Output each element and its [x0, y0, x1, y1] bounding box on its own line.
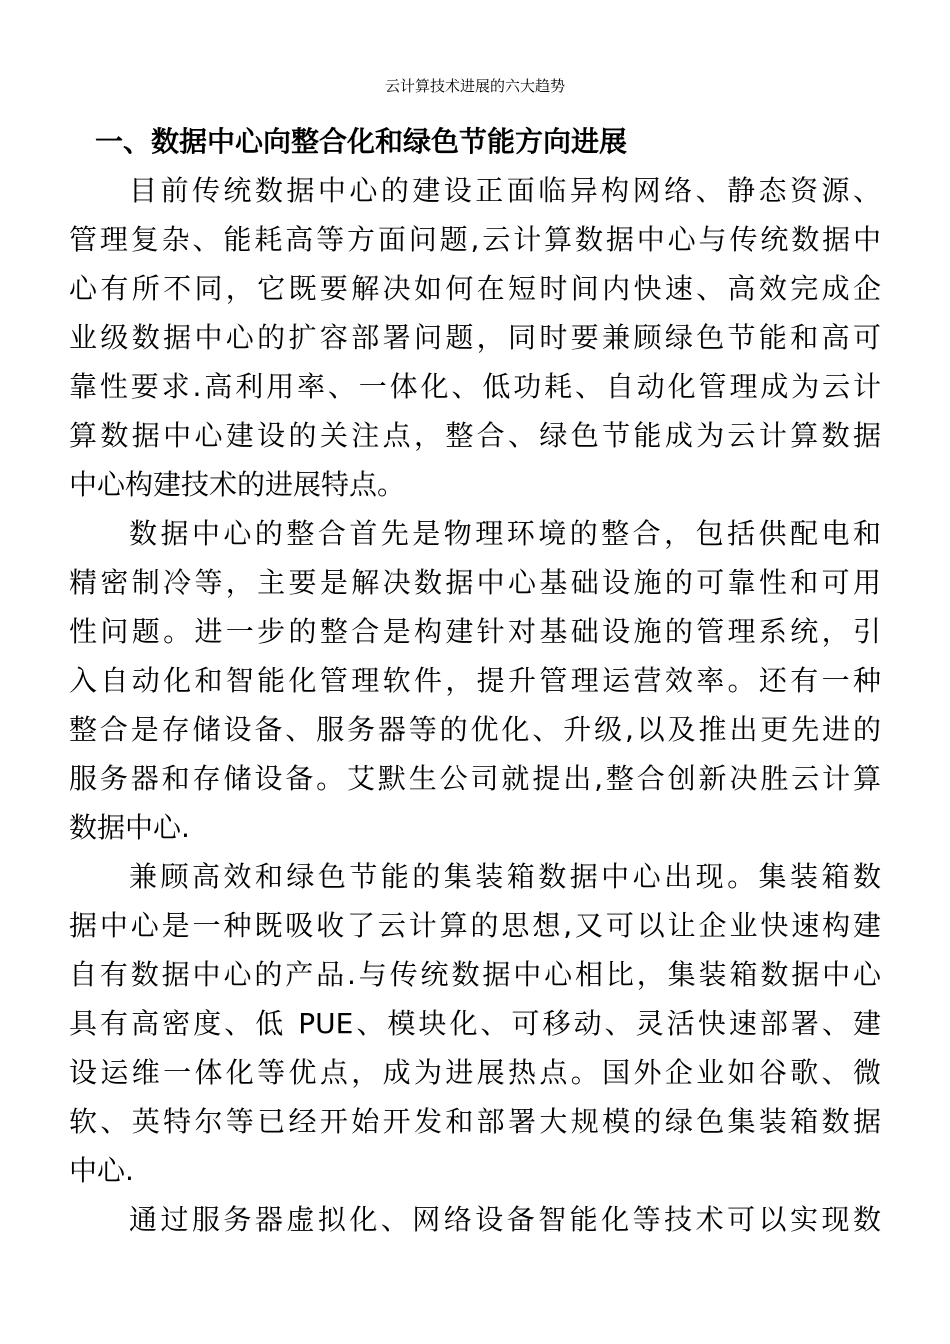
paragraph-line: 通过服务器虚拟化、网络设备智能化等技术可以实现数 — [129, 1203, 881, 1236]
paragraph-line: 整合是存储设备、服务器等的优化、升级,以及推出更先进的 — [69, 713, 881, 746]
paragraph-line: 心有所不同，它既要解决如何在短时间内快速、高效完成企 — [69, 272, 881, 305]
paragraph-line: 精密制冷等，主要是解决数据中心基础设施的可靠性和可用 — [69, 566, 881, 599]
section-heading: 一、数据中心向整合化和绿色节能方向进展 — [95, 125, 628, 158]
paragraph-line: 性问题。进一步的整合是构建针对基础设施的管理系统，引 — [69, 615, 881, 648]
document-title: 云计算技术进展的六大趋势 — [384, 77, 565, 95]
paragraph-line: 目前传统数据中心的建设正面临异构网络、静态资源、 — [129, 174, 881, 207]
paragraph-line: 管理复杂、能耗高等方面问题,云计算数据中心与传统数据中 — [69, 223, 881, 256]
paragraph-line: 入自动化和智能化管理软件，提升管理运营效率。还有一种 — [69, 664, 881, 697]
paragraph-line: 中心构建技术的进展特点。 — [69, 468, 406, 501]
document-body — [69, 117, 881, 1244]
paragraph-line: 设运维一体化等优点，成为进展热点。国外企业如谷歌、微 — [69, 1056, 881, 1089]
paragraph-line: 自有数据中心的产品.与传统数据中心相比，集装箱数据中心 — [69, 958, 881, 991]
paragraph-line: 数据中心的整合首先是物理环境的整合，包括供配电和 — [129, 517, 881, 550]
paragraph-line: 数据中心. — [69, 811, 190, 844]
paragraph-line: 业级数据中心的扩容部署问题，同时要兼顾绿色节能和高可 — [69, 321, 881, 354]
paragraph-line: 软、英特尔等已经开始开发和部署大规模的绿色集装箱数据 — [69, 1105, 881, 1138]
paragraph-4 — [69, 1195, 881, 1244]
paragraph-2 — [69, 509, 881, 852]
paragraph-line: 中心. — [69, 1154, 134, 1187]
paragraph-line: 服务器和存储设备。艾默生公司就提出,整合创新决胜云计算 — [69, 762, 881, 795]
paragraph-line: 靠性要求.高利用率、一体化、低功耗、自动化管理成为云计 — [69, 370, 881, 403]
paragraph-3 — [69, 852, 881, 1195]
paragraph-line: 算数据中心建设的关注点，整合、绿色节能成为云计算数据 — [69, 419, 881, 452]
paragraph-line: 兼顾高效和绿色节能的集装箱数据中心出现。集装箱数 — [129, 860, 881, 893]
paragraph-line: 具有高密度、低 PUE、模块化、可移动、灵活快速部署、建 — [69, 1007, 881, 1040]
paragraph-1 — [69, 166, 881, 509]
paragraph-line: 据中心是一种既吸收了云计算的思想,又可以让企业快速构建 — [69, 909, 881, 942]
